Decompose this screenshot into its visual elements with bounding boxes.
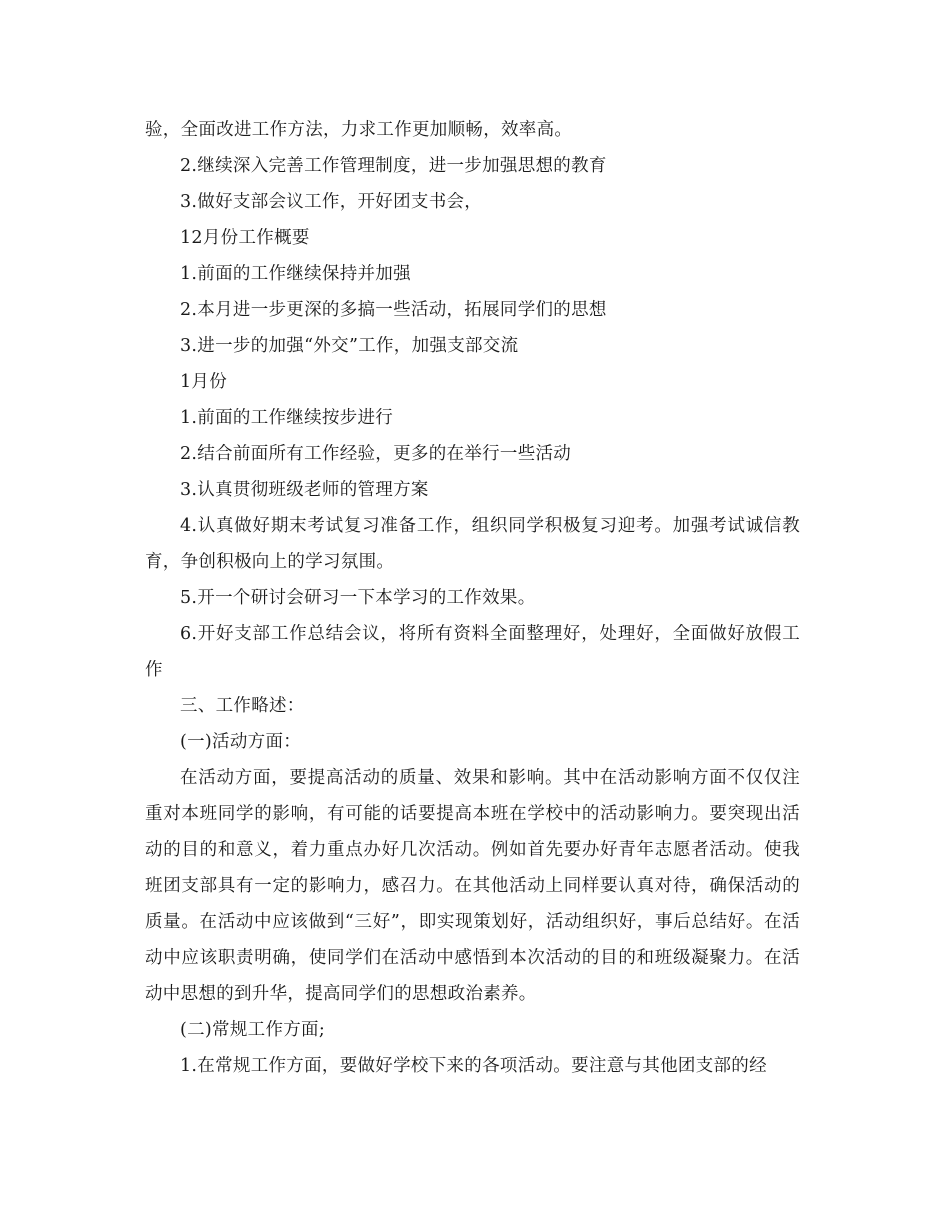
paragraph: 3.进一步的加强“外交”工作，加强支部交流 xyxy=(180,336,519,356)
paragraph: 6.开好支部工作总结会议，将所有资料全面整理好，处理好，全面做好放假工作 xyxy=(145,624,800,680)
paragraph: 2.本月进一步更深的多搞一些活动，拓展同学们的思想 xyxy=(180,300,607,320)
paragraph: 验，全面改进工作方法，力求工作更加顺畅，效率高。 xyxy=(145,120,573,140)
section-heading: 1月份 xyxy=(180,372,228,392)
section-heading: 三、工作略述： xyxy=(180,696,305,716)
section-heading: (二)常规工作方面; xyxy=(180,1020,326,1040)
paragraph: 3.认真贯彻班级老师的管理方案 xyxy=(180,480,429,500)
document-body xyxy=(145,112,800,1084)
paragraph: 2.继续深入完善工作管理制度，进一步加强思想的教育 xyxy=(180,156,607,176)
paragraph: 5.开一个研讨会研习一下本学习的工作效果。 xyxy=(180,588,536,608)
paragraph: 1.前面的工作继续按步进行 xyxy=(180,408,394,428)
paragraph: 4.认真做好期末考试复习准备工作，组织同学积极复习迎考。加强考试诚信教育，争创积极向上的学习氛围。 xyxy=(145,516,800,572)
section-heading: (一)活动方面： xyxy=(180,732,302,752)
section-heading: 12月份工作概要 xyxy=(180,228,310,248)
paragraph: 1.前面的工作继续保持并加强 xyxy=(180,264,411,284)
paragraph: 2.结合前面所有工作经验，更多的在举行一些活动 xyxy=(180,444,572,464)
paragraph: 在活动方面，要提高活动的质量、效果和影响。其中在活动影响方面不仅仅注重对本班同学的影响，有可能的话要提高本班在学校中的活动影响力。要突现出活动的目的和意义，着力重点办好几次活动。例如首先要办好青年志愿者活动。使我班团支部具有一定的影响力，感召力。在其他活动上同样要认真对待，确保活动的质量。在活动中应该做到“三好”，即实现策划好，活动组织好，事后总结好。在活动中应该职责明确，使同学们在活动中感悟到本次活动的目的和班级凝聚力。在活动中思想的到升华，提高同学们的思想政治素养。 xyxy=(145,768,800,1004)
paragraph: 1.在常规工作方面，要做好学校下来的各项活动。要注意与其他团支部的经 xyxy=(180,1056,767,1076)
paragraph: 3.做好支部会议工作，开好团支书会， xyxy=(180,192,483,212)
